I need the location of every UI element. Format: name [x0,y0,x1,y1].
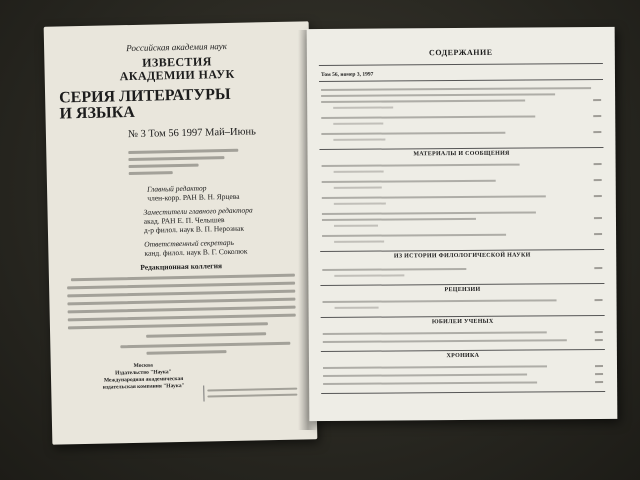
deputy-editor-name: акад. РАН Е. П. Челышев [143,215,225,226]
secretary-role: Ответственный секретарь [144,237,234,249]
section-chronicle: ХРОНИКА [446,352,480,360]
section-materials: МАТЕРИАЛЫ И СООБЩЕНИЯ [413,150,510,158]
toc-page-number [595,331,603,333]
founding-note-line [128,156,224,161]
toc-entry [323,299,557,303]
board-member-line [67,282,295,290]
title-page [44,21,318,444]
toc-page-number [594,267,602,269]
toc-entry [322,164,520,167]
board-member-line [67,298,295,306]
toc-author [334,171,384,173]
secretary-name: канд. филол. наук В. Г. Соколюк [144,246,248,258]
contents-page [307,27,618,421]
toc-entry [321,100,525,103]
publisher-intl: Международная академическая [103,375,184,384]
section-reviews: РЕЦЕНЗИИ [444,286,481,294]
founding-note-line [128,149,238,154]
toc-page-number [595,299,603,301]
copyright-divider [203,386,204,402]
toc-entry [322,211,536,214]
deputy-editors-role: Заместители главного редактора [143,205,253,217]
toc-entry [321,87,591,91]
header-rule [319,63,603,66]
board-member-line [67,290,295,298]
toc-author [333,123,383,125]
toc-entry [323,339,567,343]
contents-title: СОДЕРЖАНИЕ [429,47,493,58]
chief-editor-name: член-корр. РАН В. Н. Ярцева [147,191,240,203]
board-member-line [68,314,296,322]
editorial-board-title: Редакционная коллегия [140,261,223,272]
board-member-line [71,274,295,282]
series-title-line2: И ЯЗЫКА [59,103,135,123]
toc-page-number [594,233,602,235]
board-member-line [68,306,296,314]
toc-page-number [595,339,603,341]
chief-editor-block [147,181,300,202]
issn-line [129,171,173,175]
volume-label: Том 56, номер 3, 1997 [320,71,374,78]
toc-page-number [594,195,602,197]
toc-entry [323,374,527,377]
publisher-intl-2: издательская компания "Наука" [102,382,185,391]
board-member-line [68,322,268,329]
managing-editor-line [146,332,266,338]
journal-title-line1: ИЗВЕСТИЯ [141,54,212,70]
series-title [59,86,297,123]
toc-entry [322,234,506,237]
toc-entry [321,93,555,97]
toc-page-number [594,217,602,219]
toc-entry [323,365,547,369]
toc-entry [323,381,537,384]
toc-entry [322,195,546,199]
toc-author [335,307,379,309]
issue-line: № 3 Том 56 1997 Май–Июнь [127,126,256,141]
toc-author [334,203,386,205]
toc-page-number [594,163,602,165]
toc-author [334,241,384,243]
toc-entry [322,218,476,221]
toc-page-number [595,373,603,375]
publisher-city: Москва [133,362,153,370]
secretary-block [144,236,301,257]
toc-page-number [595,381,603,383]
publisher-name: Издательство "Наука" [115,369,172,377]
publisher-block [91,362,197,392]
toc-author [333,106,393,108]
toc-page-number [595,365,603,367]
section-jubilee: ЮБИЛЕИ УЧЕНЫХ [431,318,494,326]
toc-page-number [594,179,602,181]
series-title-line1: СЕРИЯ ЛИТЕРАТУРЫ [58,85,231,107]
toc-author [334,187,382,189]
academy-name: Российская академия наук [126,40,228,54]
deputy-editor-name: д-р филол. наук В. П. Нерознак [143,223,245,235]
toc-entry [322,180,496,183]
journal-title [54,53,299,84]
bottom-rule [321,391,605,394]
chief-editor-role: Главный редактор [146,183,207,194]
toc-entry [323,331,547,335]
journal-title-line2: АКАДЕМИИ НАУК [119,66,235,84]
volume-rule [319,79,603,82]
founding-note-line [129,164,199,168]
address-line [120,342,290,349]
deputy-editors-block [143,204,301,234]
toc-entry [321,115,535,118]
toc-entry [321,132,505,135]
copyright-line [207,388,297,392]
toc-author [334,274,404,276]
toc-page-number [593,131,601,133]
toc-author [333,139,385,141]
copyright-line [207,394,297,398]
toc-entry [322,268,466,271]
section-history: ИЗ ИСТОРИИ ФИЛОЛОГИЧЕСКОЙ НАУКИ [393,252,531,260]
toc-author [334,225,378,227]
toc-page-number [593,99,601,101]
toc-page-number [593,115,601,117]
address-line [146,350,226,355]
